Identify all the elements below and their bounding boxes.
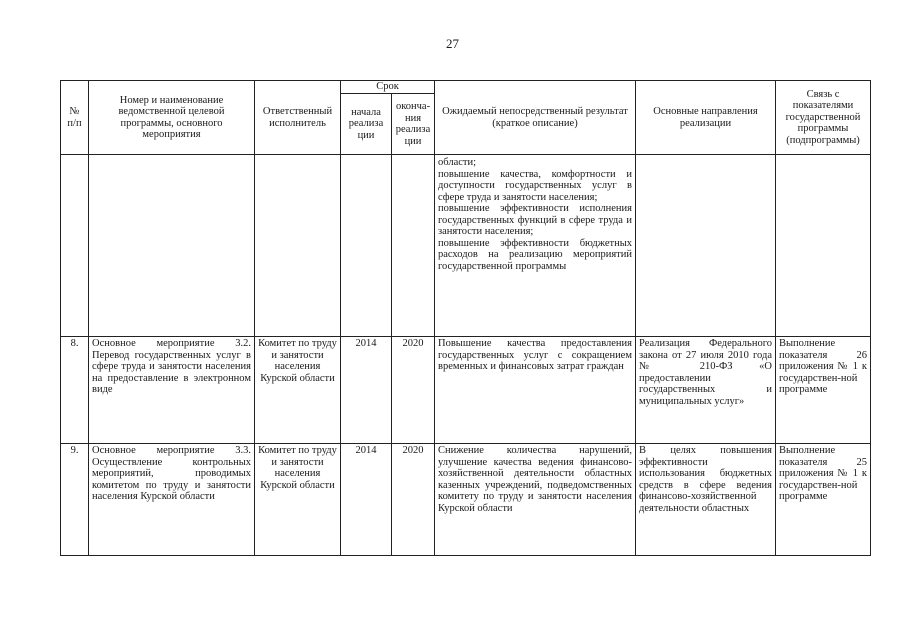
row-num: 8.: [61, 337, 89, 444]
header-name: Номер и наименование ведомственной целевой программы, основного мероприятия: [89, 81, 255, 155]
row-result: Снижение количества нарушений, улучшение качества ведения финансово-хозяйственной деятельности областных казенных учреждений, подведомственных комитету по труду и занятости населения Курской области: [435, 444, 636, 556]
header-result: Ожидаемый непосредственный результат (краткое описание): [435, 81, 636, 155]
row-start: 2014: [341, 337, 392, 444]
row-end: 2020: [392, 337, 435, 444]
row-executor: Комитет по труду и занятости населения Курской области: [255, 444, 341, 556]
row-name: Основное мероприятие 3.3. Осуществление контрольных мероприятий, проводимых комитетом по труду и занятости населения Курской области: [89, 444, 255, 556]
row-directions: В целях повышения эффективности использования бюджетных средств в сфере ведения финансово-хозяйственной деятельности областных: [636, 444, 776, 556]
continuation-result: области; повышение качества, комфортности и доступности государственных услуг в сфере труда и занятости населения; повышение эффективности исполнения государственных функций в сфере труда и занятости населения; повышение эффективности бюджетных расходов на реализацию мероприятий государственной программы: [435, 155, 636, 337]
header-executor: Ответственный исполнитель: [255, 81, 341, 155]
row-result: Повышение качества предоставления государственных услуг с сокращением временных и финансовых затрат граждан: [435, 337, 636, 444]
table-row: [61, 337, 871, 444]
header-link: Связь с показателями государственной программы (подпрограммы): [776, 81, 871, 155]
table-row: [61, 444, 871, 556]
header-row-1: [61, 81, 871, 94]
programs-table: [60, 80, 871, 556]
row-executor: Комитет по труду и занятости населения Курской области: [255, 337, 341, 444]
row-link: Выполнение показателя 26 приложения № 1 к государствен-ной программе: [776, 337, 871, 444]
row-directions: Реализация Федерального закона от 27 июля 2010 года № 210-ФЗ «О предоставлении государственных и муниципальных услуг»: [636, 337, 776, 444]
row-start: 2014: [341, 444, 392, 556]
row-end: 2020: [392, 444, 435, 556]
continuation-row: [61, 155, 871, 337]
header-start: начала реализа ции: [341, 94, 392, 155]
row-num: 9.: [61, 444, 89, 556]
row-name: Основное мероприятие 3.2. Перевод государственных услуг в сфере труда и занятости населения на предоставление в электронном виде: [89, 337, 255, 444]
header-end: оконча-ния реализа ции: [392, 94, 435, 155]
header-num: № п/п: [61, 81, 89, 155]
header-directions: Основные направления реализации: [636, 81, 776, 155]
header-term: Срок: [341, 81, 435, 94]
page-number: 27: [446, 36, 459, 51]
row-link: Выполнение показателя 25 приложения № 1 к государствен-ной программе: [776, 444, 871, 556]
